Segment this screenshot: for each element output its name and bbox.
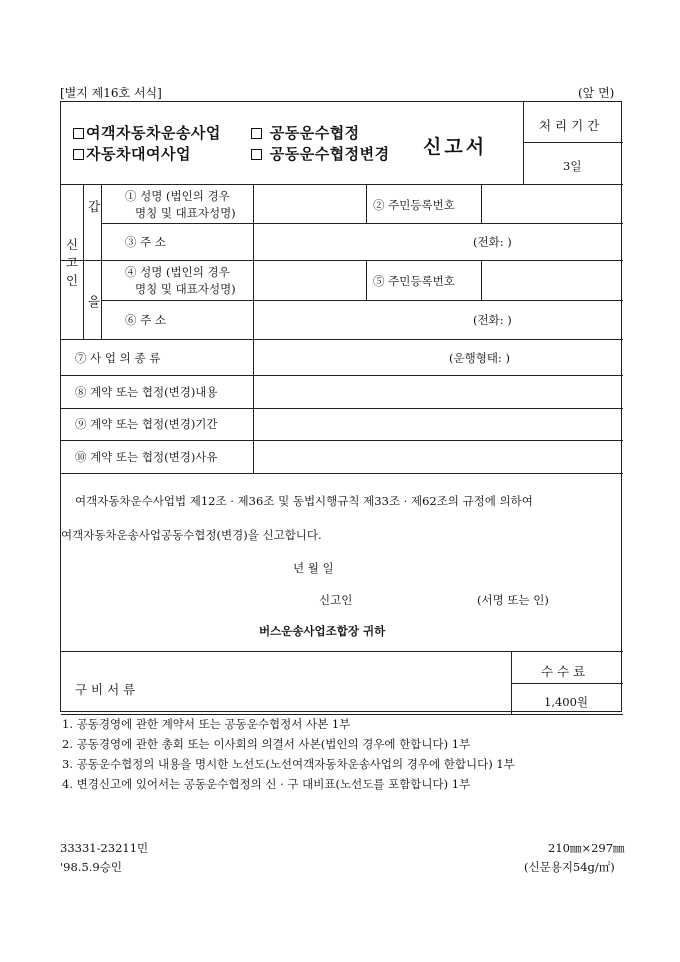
processing-period-value: 3일 (563, 159, 582, 173)
contract-content-label: ⑧ 계약 또는 협정(변경)내용 (75, 385, 218, 399)
form-number: [별지 제16호 서식] (60, 86, 162, 100)
approval-date: '98.5.9승인 (60, 860, 122, 874)
signer-label: 신고인 (319, 593, 353, 607)
reg-number-label-b: ⑤ 주민등록번호 (373, 274, 455, 288)
checkbox-icon[interactable] (251, 149, 262, 160)
phone-field-a[interactable]: (전화: ) (473, 235, 512, 249)
page-side-label: (앞 면) (578, 86, 615, 100)
option-joint-agreement[interactable]: 공동운수협정 (251, 122, 360, 143)
processing-period-label: 처 리 기 간 (539, 118, 600, 133)
name-label-a-line1: ① 성명 (법인의 경우 (125, 189, 230, 203)
date-line: 년 월 일 (293, 561, 334, 575)
declaration-line-2: 여객자동차운송사업공동수협정(변경)을 신고합니다. (61, 528, 322, 542)
name-label-a-line2: 명칭 및 대표자성명) (135, 206, 236, 220)
signature-note: (서명 또는 인) (477, 593, 549, 607)
paper-type: (신문용지54g/㎡) (524, 860, 615, 874)
fee-label: 수 수 료 (541, 664, 586, 679)
business-type-label: ⑦ 사 업 의 종 류 (75, 351, 161, 365)
document-item: 3. 공동운수협정의 내용을 명시한 노선도(노선여객자동차운송사업의 경우에 한합니다) 1부 (62, 757, 515, 771)
required-documents-label: 구 비 서 류 (75, 682, 136, 697)
checkbox-icon[interactable] (73, 128, 84, 139)
contract-period-label: ⑨ 계약 또는 협정(변경)기간 (75, 417, 218, 431)
party-a-label: 갑 (88, 199, 101, 214)
checkbox-icon[interactable] (251, 128, 262, 139)
document-item: 2. 공동경영에 관한 총회 또는 이사회의 의결서 사본(법인의 경우에 한합니다) 1부 (62, 737, 471, 751)
document-item: 4. 변경신고에 있어서는 공동운수협정의 신 · 구 대비표(노선도를 포함합니다) 1부 (62, 777, 471, 791)
reporter-label-2: 고 (66, 255, 79, 270)
operation-type-field[interactable]: (운행형태: ) (449, 351, 510, 365)
reg-number-label-a: ② 주민등록번호 (373, 198, 455, 212)
document-title: 신고서 (423, 136, 488, 158)
contract-reason-label: ⑩ 계약 또는 협정(변경)사유 (75, 450, 218, 464)
address-label-a: ③ 주 소 (125, 235, 167, 249)
reporter-label-3: 인 (66, 273, 79, 288)
form-code: 33331-23211민 (60, 841, 149, 855)
fee-value: 1,400원 (544, 695, 589, 709)
party-b-label: 을 (88, 294, 101, 309)
name-label-b-line1: ④ 성명 (법인의 경우 (125, 265, 230, 279)
paper-size: 210㎜×297㎜ (548, 841, 625, 855)
recipient: 버스운송사업조합장 귀하 (259, 624, 386, 638)
checkbox-icon[interactable] (73, 149, 84, 160)
phone-field-b[interactable]: (전화: ) (473, 313, 512, 327)
document-item: 1. 공동경영에 관한 계약서 또는 공동운수협정서 사본 1부 (62, 717, 351, 731)
option-passenger-transport[interactable]: 여객자동차운송사업 (73, 122, 221, 143)
report-form (60, 101, 622, 712)
name-label-b-line2: 명칭 및 대표자성명) (135, 282, 236, 296)
reporter-label-1: 신 (66, 237, 79, 252)
declaration-line-1: 여객자동차운수사업법 제12조 · 제36조 및 동법시행규칙 제33조 · 제62조의 규정에 의하여 (75, 494, 533, 508)
option-joint-agreement-change[interactable]: 공동운수협정변경 (251, 143, 390, 164)
address-label-b: ⑥ 주 소 (125, 313, 167, 327)
option-car-rental[interactable]: 자동차대여사업 (73, 143, 191, 164)
